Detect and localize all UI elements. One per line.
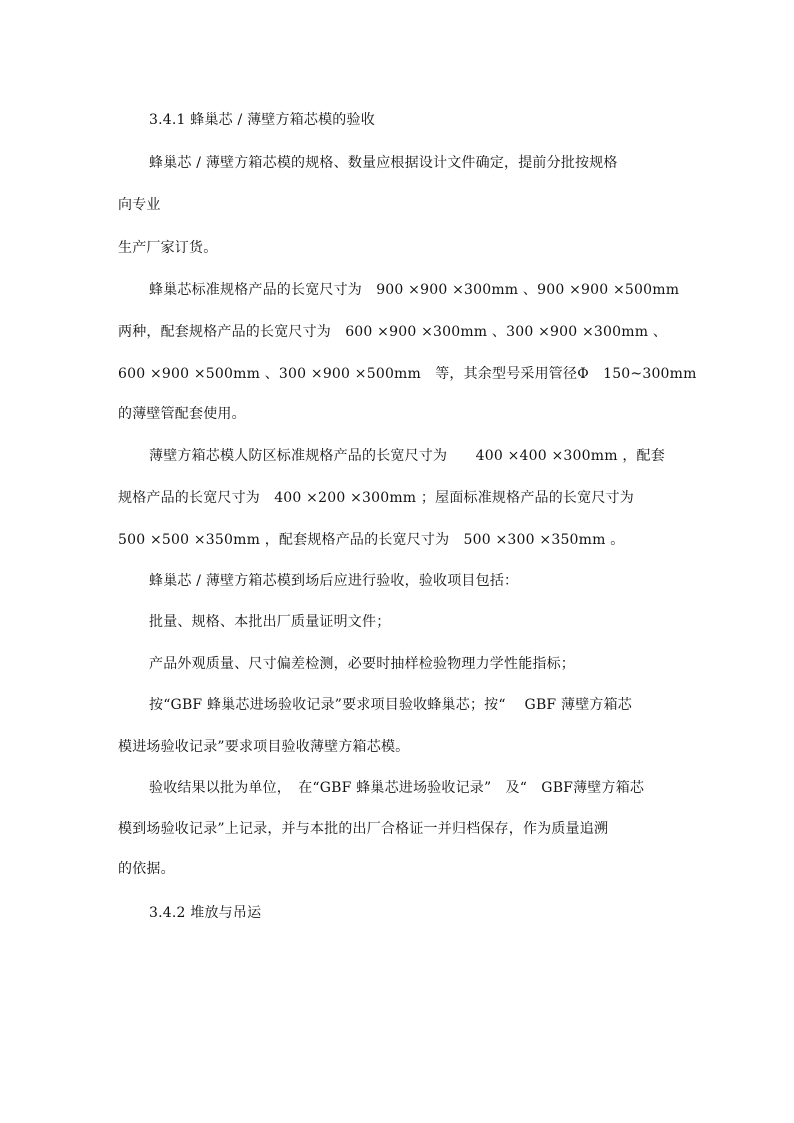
paragraph-line: 规格产品的长宽尺寸为 400 ×200 ×300mm ；屋面标准规格产品的长宽尺寸为 xyxy=(118,490,634,506)
paragraph-line: 的依据。 xyxy=(118,861,175,877)
paragraph-line: 模进场验收记录”要求项目验收薄壁方箱芯模。 xyxy=(118,739,410,755)
paragraph-line: 薄壁方箱芯模人防区标准规格产品的长宽尺寸为 400 ×400 ×300mm ，配套 xyxy=(149,448,665,464)
paragraph-line: 的薄壁管配套使用。 xyxy=(118,406,246,422)
paragraph-line: 600 ×900 ×500mm 、300 ×900 ×500mm 等，其余型号采用管径Φ 150~300mm xyxy=(118,366,697,382)
list-item: 按“GBF 蜂巢芯进场验收记录”要求项目验收蜂巢芯；按“ GBF 薄壁方箱芯 xyxy=(149,697,632,713)
paragraph-line: 蜂巢芯标准规格产品的长宽尺寸为 900 ×900 ×300mm 、900 ×900 ×500mm xyxy=(149,282,680,298)
section-heading: 3.4.2 堆放与吊运 xyxy=(149,905,262,921)
paragraph-line: 模到场验收记录”上记录，并与本批的出厂合格证一并归档保存，作为质量追溯 xyxy=(118,821,609,837)
paragraph-line: 向专业 xyxy=(118,197,161,213)
paragraph-line: 蜂巢芯 / 薄壁方箱芯模到场后应进行验收，验收项目包括： xyxy=(149,573,519,589)
paragraph-line: 两种，配套规格产品的长宽尺寸为 600 ×900 ×300mm 、300 ×900 ×300mm 、 xyxy=(118,324,668,340)
paragraph-line: 验收结果以批为单位， 在“GBF 蜂巢芯进场验收记录” 及“ GBF薄壁方箱芯 xyxy=(149,780,645,796)
list-item: 产品外观质量、尺寸偏差检测，必要时抽样检验物理力学性能指标； xyxy=(149,656,575,672)
section-heading: 3.4.1 蜂巢芯 / 薄壁方箱芯模的验收 xyxy=(149,112,375,128)
paragraph-line: 生产厂家订货。 xyxy=(118,240,218,256)
paragraph-line: 500 ×500 ×350mm ，配套规格产品的长宽尺寸为 500 ×300 ×350mm 。 xyxy=(118,532,625,548)
list-item: 批量、规格、本批出厂质量证明文件； xyxy=(149,614,391,630)
paragraph-line: 蜂巢芯 / 薄壁方箱芯模的规格、数量应根据设计文件确定，提前分批按规格 xyxy=(149,155,618,171)
